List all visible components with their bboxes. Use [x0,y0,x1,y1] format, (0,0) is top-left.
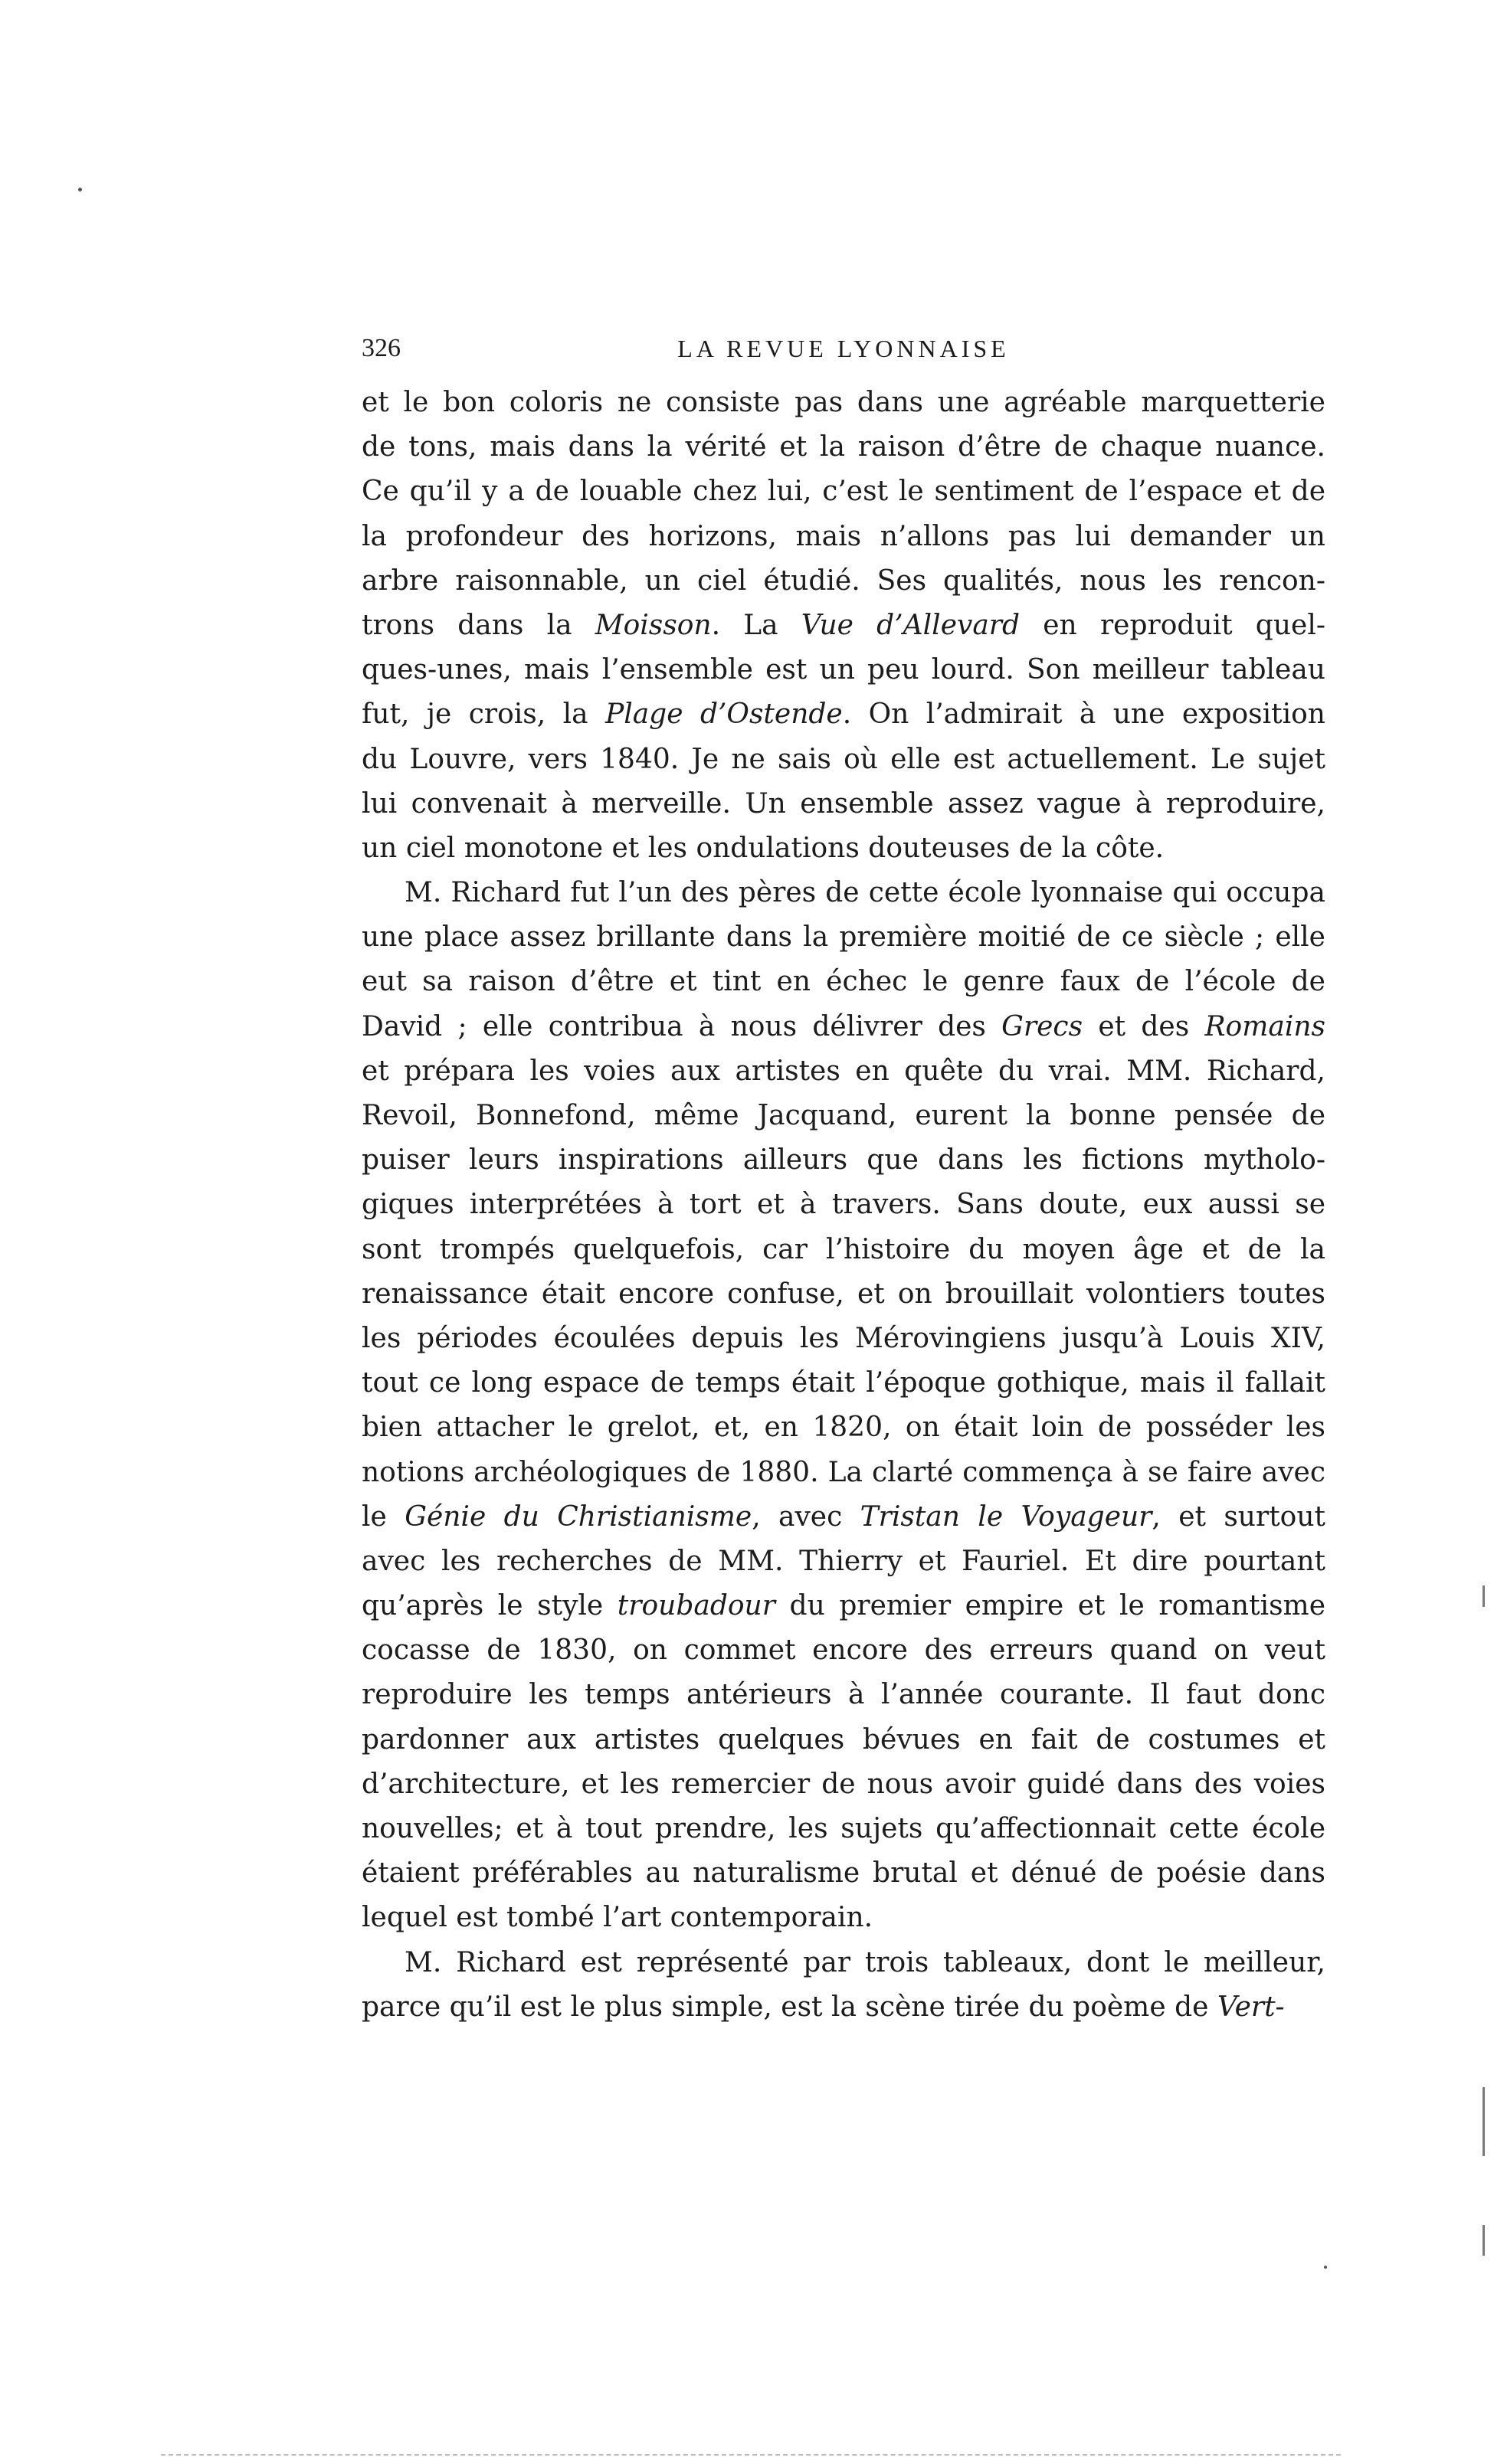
text-run: et le bon coloris ne consiste pas dans une agréable marquetterie [362,387,1325,418]
text-line [362,1317,1325,1361]
text-line [362,915,1325,960]
text-line [362,381,1325,425]
body-text [362,381,1325,2030]
text-line [362,559,1325,604]
text-run: parce qu’il est le plus simple, est la scène tirée du poème de [362,1991,1217,2023]
text-line [362,826,1325,871]
text-line [362,1762,1325,1807]
text-run: fut, je crois, la [362,699,605,731]
text-run: ques-unes, mais l’ensemble est un peu lourd. Son meilleur tableau [362,654,1325,686]
text-line [362,871,1325,915]
text-line [362,1049,1325,1094]
text-run: giques interprétées à tort et à travers. Sans doute, eux aussi se [362,1189,1325,1221]
text-line [362,1941,1325,1985]
running-title: LA REVUE LYONNAISE [677,335,1010,362]
text-run: David ; elle contribua à nous délivrer des [362,1010,1002,1042]
text-run: nouvelles; et à tout prendre, les sujets qu’affectionnait cette école [362,1813,1325,1844]
text-line [362,1985,1325,2030]
italic-title: Tristan le Voyageur [860,1500,1152,1533]
text-run: , et surtout [1152,1500,1325,1533]
text-run: renaissance était encore confuse, et on brouillait volontiers toutes [362,1278,1325,1310]
text-line [362,1183,1325,1227]
text-run: . On l’admirait à une exposition [842,699,1325,731]
text-line [362,1094,1325,1138]
text-run: Ce qu’il y a de louable chez lui, c’est le sentiment de l’espace et de [362,476,1325,508]
paragraph [362,381,1325,871]
text-line [362,1495,1325,1540]
text-run: une place assez brillante dans la première moitié de ce siècle ; elle [362,921,1325,954]
text-line [362,1451,1325,1495]
italic-title: Génie du Christianisme [405,1500,752,1533]
italic-title: Grecs [1001,1010,1083,1042]
text-line [362,692,1325,737]
text-line [362,1272,1325,1317]
text-run: puiser leurs inspirations ailleurs que dans les fictions mytholo- [362,1144,1325,1176]
text-run: trons dans la [362,609,595,641]
scan-speck [1324,2266,1327,2269]
text-run: eut sa raison d’être et tint en échec le genre faux de l’école de [362,966,1325,998]
text-line [362,1405,1325,1450]
text-line [362,1851,1325,1896]
text-run: en reproduit quel- [1020,609,1325,641]
text-line [362,782,1325,826]
text-run: pardonner aux artistes quelques bévues en fait de costumes et [362,1723,1325,1756]
text-run: notions archéologiques de 1880. La clarté commença à se faire avec [362,1456,1325,1488]
text-run: cocasse de 1830, on commet encore des erreurs quand on veut [362,1634,1325,1667]
text-line [362,1361,1325,1405]
italic-title: Moisson [595,609,712,641]
text-run: le [362,1500,405,1533]
text-run: la profondeur des horizons, mais n’allons pas lui demander un [362,520,1325,552]
text-run: arbre raisonnable, un ciel étudié. Ses qualités, nous les rencon- [362,564,1325,597]
text-line [362,1228,1325,1272]
italic-title: Plage d’Ostende [604,699,843,731]
text-line [362,1673,1325,1717]
text-run: avec les recherches de MM. Thierry et Fauriel. Et dire pourtant [362,1545,1325,1577]
text-line [362,1540,1325,1584]
page-header [362,331,1325,366]
text-run: de tons, mais dans la vérité et la raison d’être de chaque nuance. [362,431,1325,463]
text-run: d’architecture, et les remercier de nous avoir guidé dans des voies [362,1768,1325,1800]
paragraph [362,871,1325,1941]
text-run: lequel est tombé l’art contemporain. [362,1902,873,1934]
text-line [362,1807,1325,1851]
text-line [362,1005,1325,1049]
text-line [362,1138,1325,1183]
text-run: un ciel monotone et les ondulations douteuses de la côte. [362,832,1165,864]
italic-title: Vert- [1217,1991,1285,2023]
text-line [362,738,1325,782]
text-run: lui convenait à merveille. Un ensemble assez vague à reproduire, [362,787,1325,820]
text-run: reproduire les temps antérieurs à l’année courante. Il faut donc [362,1679,1325,1711]
text-run: M. Richard fut l’un des pères de cette école lyonnaise qui occupa [405,877,1325,909]
text-run: . La [711,609,801,641]
italic-title: Romains [1204,1010,1325,1042]
text-run: du premier empire et le romantisme [775,1590,1325,1622]
text-run: et prépara les voies aux artistes en quête du vrai. MM. Richard, [362,1055,1325,1087]
text-run: sont trompés quelquefois, car l’histoire du moyen âge et de la [362,1233,1325,1265]
italic-title: troubadour [617,1590,775,1622]
text-run: tout ce long espace de temps était l’époque gothique, mais il fallait [362,1367,1325,1399]
text-line [362,960,1325,1004]
text-line [362,425,1325,470]
page-number: 326 [362,334,401,362]
text-line [362,604,1325,648]
text-run: les périodes écoulées depuis les Mérovingiens jusqu’à Louis XIV, [362,1322,1325,1354]
text-line [362,1718,1325,1762]
text-line [362,1628,1325,1673]
text-line [362,470,1325,514]
text-run: , avec [752,1500,860,1533]
text-run: qu’après le style [362,1590,618,1622]
italic-title: Vue d’Allevard [801,609,1021,641]
text-line [362,648,1325,692]
scan-edge-mark [1483,2087,1485,2156]
text-line [362,1896,1325,1940]
paragraph [362,1941,1325,2030]
text-run: du Louvre, vers 1840. Je ne sais où elle est actuellement. Le sujet [362,743,1325,775]
text-run: bien attacher le grelot, et, en 1820, on était loin de posséder les [362,1412,1325,1444]
text-run: et des [1083,1010,1205,1042]
text-run: Revoil, Bonnefond, même Jacquand, eurent la bonne pensée de [362,1100,1325,1131]
text-run: M. Richard est représenté par trois tableaux, dont le meilleur, [405,1946,1325,1978]
scan-speck [78,188,82,191]
text-run: étaient préférables au naturalisme brutal et dénué de poésie dans [362,1857,1325,1890]
scan-edge-mark [1483,1585,1485,1607]
text-line [362,515,1325,559]
text-line [362,1584,1325,1628]
scan-bottom-edge [161,2454,1341,2456]
scan-edge-mark [1483,2225,1485,2256]
